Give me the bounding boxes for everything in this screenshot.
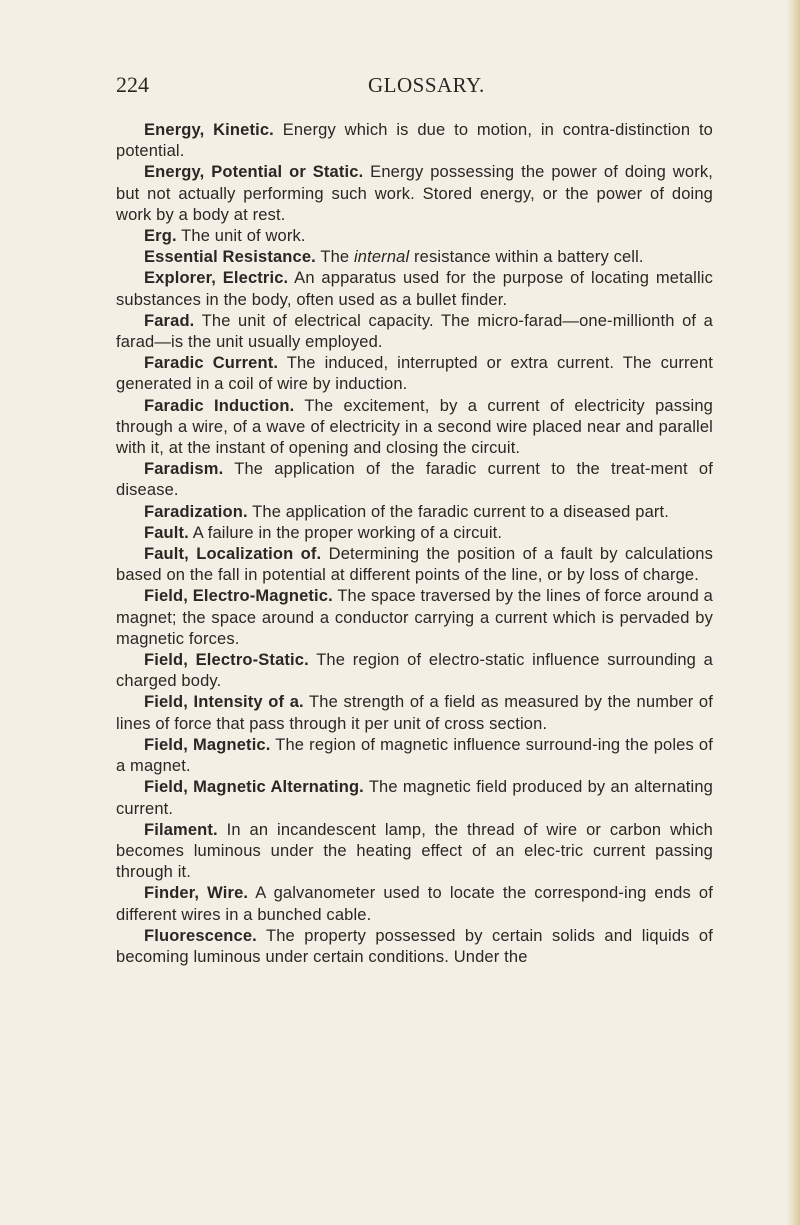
entry-definition: An apparatus used for the purpose of locating metallic substances in the body, often used as a bullet finder. <box>116 269 713 309</box>
glossary-entry <box>116 926 713 968</box>
entry-term: Field, Intensity of a. <box>144 693 304 712</box>
glossary-entry <box>116 502 713 523</box>
glossary-entry <box>116 523 713 544</box>
glossary-entry <box>116 459 713 501</box>
entry-definition: The unit of electrical capacity. The micro-farad—one-millionth of a farad—is the unit usually employed. <box>116 311 713 352</box>
entry-definition: The space traversed by the lines of force around a magnet; the space around a conductor carrying a current which is pervaded by magnetic forces. <box>116 587 713 648</box>
section-title: GLOSSARY. <box>368 73 485 97</box>
glossary-entry <box>116 586 713 650</box>
glossary-entry <box>116 692 713 734</box>
running-head <box>116 68 716 102</box>
entry-definition: The application of the faradic current to the treat-ment of disease. <box>116 460 713 500</box>
entry-term: Finder, Wire. <box>144 884 249 903</box>
glossary-entry <box>116 226 713 247</box>
entry-definition: A galvanometer used to locate the correspond-ing ends of different wires in a bunched cable. <box>116 884 713 924</box>
glossary-entry <box>116 650 713 692</box>
entry-definition: The region of magnetic influence surround-ing the poles of a magnet. <box>116 735 713 776</box>
entry-definition-continued: resistance within a battery cell. <box>414 248 644 267</box>
glossary-entry <box>116 268 713 310</box>
glossary-entry <box>116 311 713 353</box>
entry-definition: The <box>320 248 350 267</box>
entry-term: Fluorescence. <box>144 926 257 945</box>
entry-definition: In an incandescent lamp, the thread of wire or carbon which becomes luminous under the heating effect of an elec-tric current passing through it. <box>116 820 714 882</box>
glossary-entry <box>116 777 713 819</box>
entry-definition: Determining the position of a fault by calculations based on the fall in potential at different points of the line, or by loss of charge. <box>116 545 713 585</box>
entry-term: Field, Magnetic. <box>144 735 271 754</box>
glossary-entry <box>116 820 713 884</box>
entry-term: Filament. <box>144 820 218 839</box>
entry-term: Field, Electro-Static. <box>144 651 309 670</box>
entry-definition: The magnetic field produced by an alternating current. <box>116 778 714 818</box>
entry-definition: A failure in the proper working of a circuit. <box>192 523 503 542</box>
entry-definition: Energy which is due to motion, in contra-distinction to potential. <box>116 121 714 161</box>
glossary-entry <box>116 883 713 925</box>
entry-definition: The unit of work. <box>181 227 306 246</box>
entry-definition: Energy possessing the power of doing work, but not actually performing such work. Stored energy, or the power of doing work by a body at rest. <box>116 163 713 224</box>
page-edge <box>786 0 800 1225</box>
entry-term: Energy, Potential or Static. <box>144 163 364 182</box>
glossary-entry <box>116 162 713 226</box>
entry-definition: The region of electro-static influence surrounding a charged body. <box>116 651 713 691</box>
entry-term: Energy, Kinetic. <box>144 121 274 139</box>
entry-definition: The excitement, by a current of electricity passing through a wire, of a wave of electricity in a second wire placed near and parallel with it, at the instant of opening and closing the circuit. <box>116 396 714 458</box>
glossary-entry <box>116 120 713 162</box>
glossary-entry <box>116 353 713 395</box>
entry-definition: The induced, interrupted or extra current. The current generated in a coil of wire by induction. <box>116 354 713 394</box>
glossary-body <box>116 120 713 968</box>
entry-term: Faradization. <box>144 502 248 521</box>
entry-term: Fault. <box>144 523 189 542</box>
page-number: 224 <box>116 72 149 97</box>
glossary-entry <box>116 396 713 460</box>
entry-term: Faradic Induction. <box>144 396 295 415</box>
glossary-entry <box>116 735 713 777</box>
entry-term: Farad. <box>144 311 195 330</box>
entry-term: Fault, Localization of. <box>144 545 322 564</box>
entry-definition-emphasis: internal <box>353 248 410 267</box>
entry-term: Faradic Current. <box>144 354 279 373</box>
entry-term: Field, Electro-Magnetic. <box>144 587 333 606</box>
entry-term: Essential Resistance. <box>144 248 316 267</box>
entry-term: Erg. <box>144 227 177 246</box>
entry-term: Field, Magnetic Alternating. <box>144 778 364 797</box>
glossary-entry <box>116 544 713 586</box>
entry-term: Explorer, Electric. <box>144 269 289 288</box>
entry-definition: The property possessed by certain solids and liquids of becoming luminous under certain conditions. Under the <box>116 926 713 966</box>
entry-definition: The application of the faradic current to a diseased part. <box>252 502 670 521</box>
entry-definition: The strength of a field as measured by the number of lines of force that pass through it per unit of cross section. <box>116 693 713 733</box>
glossary-entry <box>116 247 713 268</box>
entry-term: Faradism. <box>144 460 224 479</box>
